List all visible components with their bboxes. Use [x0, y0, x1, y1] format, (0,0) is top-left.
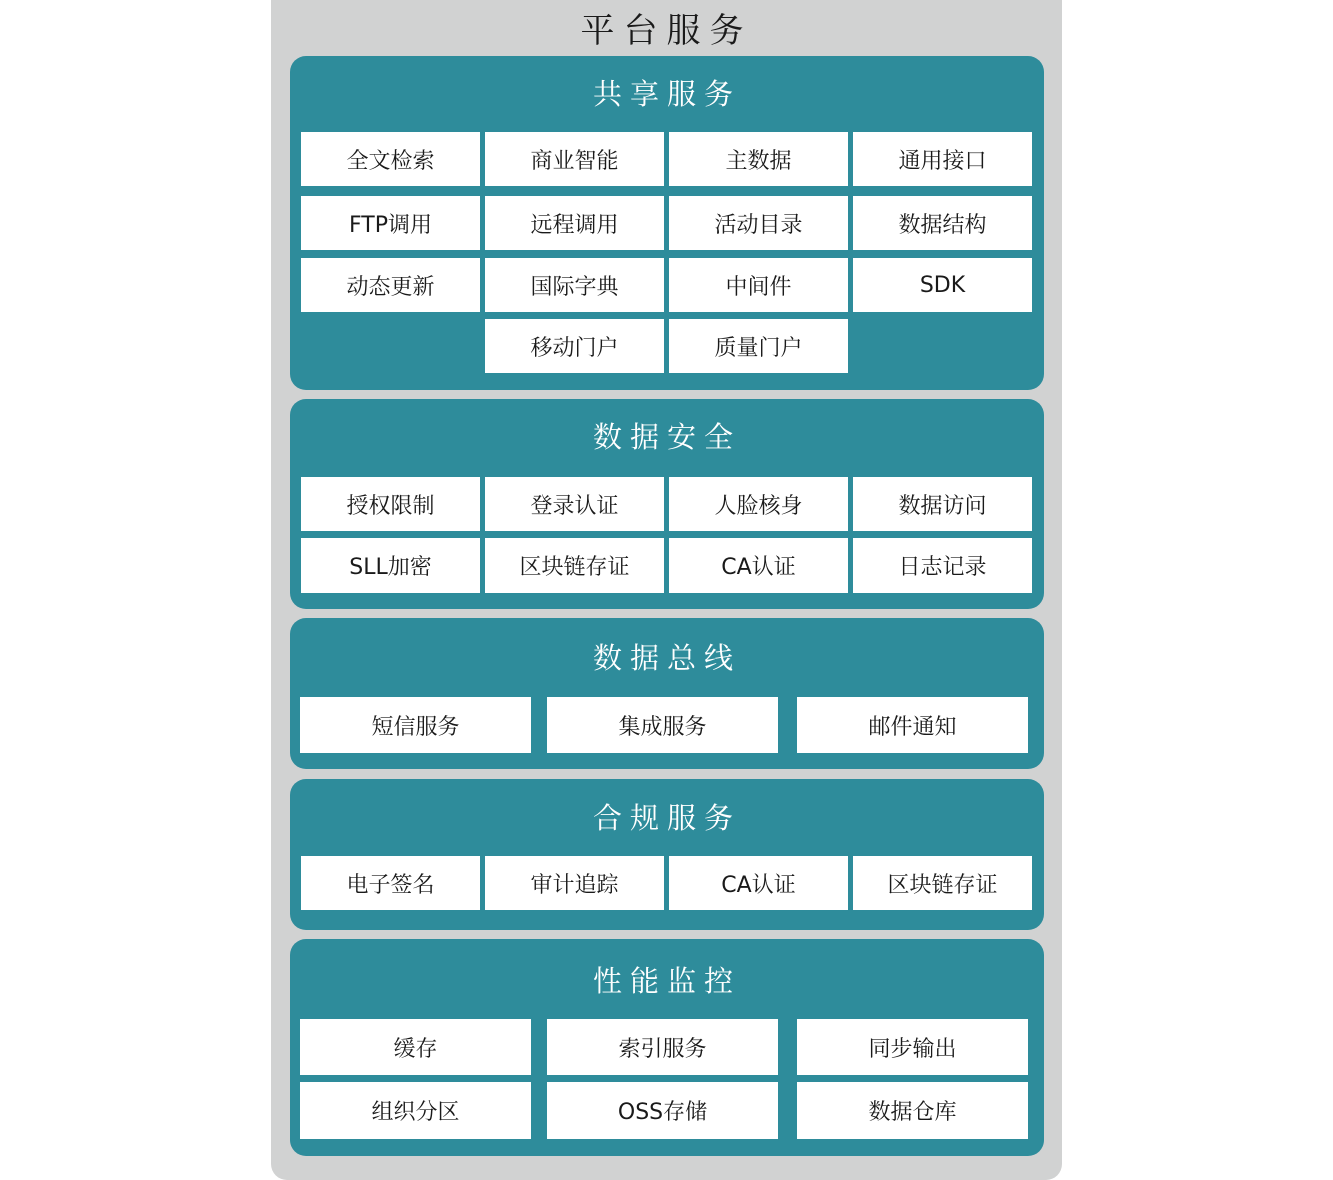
data-bus-item: 集成服务 — [547, 697, 778, 753]
shared-services-title: 共享服务 — [592, 77, 741, 111]
data-security-item: CA认证 — [669, 538, 848, 593]
shared-services-item: 数据结构 — [853, 196, 1032, 250]
data-security-item: 人脸核身 — [669, 477, 848, 531]
shared-services-item: 动态更新 — [301, 258, 480, 312]
shared-services-item: SDK — [853, 258, 1032, 312]
shared-services-item: 商业智能 — [485, 132, 664, 186]
performance-monitoring-item: 缓存 — [300, 1019, 531, 1075]
compliance-services-item: CA认证 — [669, 856, 848, 910]
compliance-services-item: 审计追踪 — [485, 856, 664, 910]
shared-services-item: 国际字典 — [485, 258, 664, 312]
data-security-item: 数据访问 — [853, 477, 1032, 531]
data-security-item: 登录认证 — [485, 477, 664, 531]
shared-services-item: 全文检索 — [301, 132, 480, 186]
shared-services-item: 中间件 — [669, 258, 848, 312]
data-bus-item: 短信服务 — [300, 697, 531, 753]
compliance-services-item: 区块链存证 — [853, 856, 1032, 910]
data-security-item: 区块链存证 — [485, 538, 664, 593]
performance-monitoring-item: 同步输出 — [797, 1019, 1028, 1075]
data-bus-title: 数据总线 — [592, 641, 741, 675]
performance-monitoring-item: 索引服务 — [547, 1019, 778, 1075]
performance-monitoring-title: 性能监控 — [592, 964, 741, 998]
data-security-title: 数据安全 — [592, 420, 741, 454]
data-bus-item: 邮件通知 — [797, 697, 1028, 753]
shared-services-item: 远程调用 — [485, 196, 664, 250]
performance-monitoring-item: 组织分区 — [300, 1082, 531, 1139]
platform-services-title: 平台服务 — [580, 11, 753, 51]
compliance-services-title: 合规服务 — [592, 801, 741, 835]
data-security-item: 授权限制 — [301, 477, 480, 531]
shared-services-item: 活动目录 — [669, 196, 848, 250]
performance-monitoring-item: OSS存储 — [547, 1082, 778, 1139]
shared-services-item: 通用接口 — [853, 132, 1032, 186]
shared-services-item: 质量门户 — [669, 319, 848, 373]
shared-services-item: FTP调用 — [301, 196, 480, 250]
performance-monitoring-item: 数据仓库 — [797, 1082, 1028, 1139]
data-security-item: 日志记录 — [853, 538, 1032, 593]
compliance-services-item: 电子签名 — [301, 856, 480, 910]
shared-services-item: 移动门户 — [485, 319, 664, 373]
shared-services-item: 主数据 — [669, 132, 848, 186]
data-security-item: SLL加密 — [301, 538, 480, 593]
